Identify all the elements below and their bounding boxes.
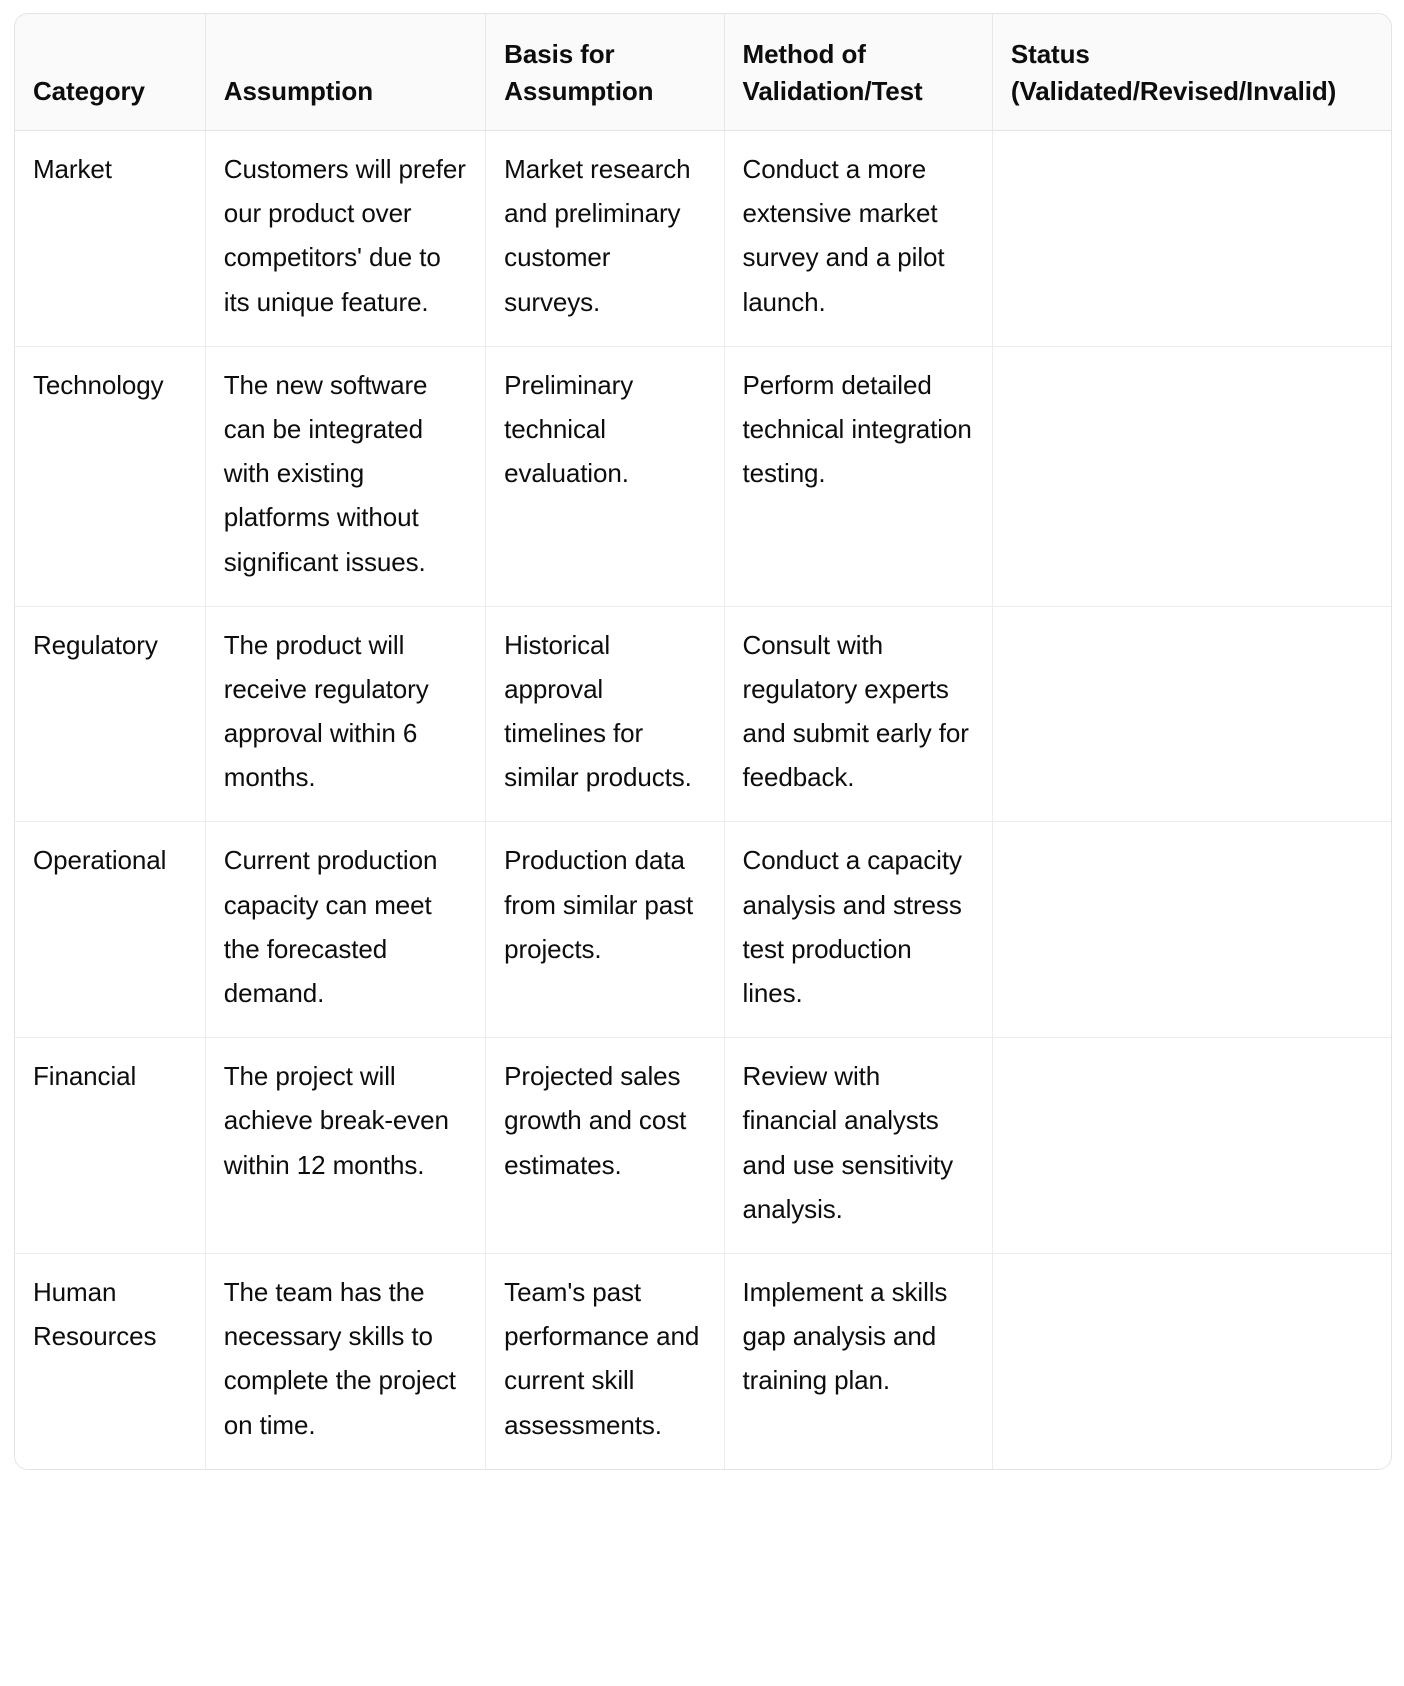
cell-method: Conduct a more extensive market survey and a pilot launch. bbox=[724, 131, 992, 347]
cell-basis: Production data from similar past projects. bbox=[486, 822, 724, 1038]
column-header-category: Category bbox=[15, 14, 205, 131]
table-row bbox=[15, 1038, 1391, 1254]
cell-basis: Preliminary technical evaluation. bbox=[486, 346, 724, 606]
cell-method: Consult with regulatory experts and submit early for feedback. bbox=[724, 606, 992, 822]
cell-category: Regulatory bbox=[15, 606, 205, 822]
cell-assumption: The new software can be integrated with existing platforms without significant issues. bbox=[205, 346, 485, 606]
assumptions-table-container bbox=[14, 13, 1392, 1470]
table-body bbox=[15, 131, 1391, 1469]
cell-method: Review with financial analysts and use sensitivity analysis. bbox=[724, 1038, 992, 1254]
assumptions-table bbox=[15, 14, 1391, 1469]
cell-basis: Market research and preliminary customer surveys. bbox=[486, 131, 724, 347]
cell-category: Technology bbox=[15, 346, 205, 606]
cell-status[interactable] bbox=[992, 1038, 1391, 1254]
cell-status[interactable] bbox=[992, 346, 1391, 606]
cell-assumption: Current production capacity can meet the forecasted demand. bbox=[205, 822, 485, 1038]
cell-basis: Team's past performance and current skill assessments. bbox=[486, 1253, 724, 1468]
cell-category: Market bbox=[15, 131, 205, 347]
column-header-basis: Basis for Assumption bbox=[486, 14, 724, 131]
cell-assumption: The team has the necessary skills to complete the project on time. bbox=[205, 1253, 485, 1468]
cell-status[interactable] bbox=[992, 131, 1391, 347]
cell-category: Human Resources bbox=[15, 1253, 205, 1468]
cell-basis: Projected sales growth and cost estimates. bbox=[486, 1038, 724, 1254]
table-row bbox=[15, 606, 1391, 822]
table-header bbox=[15, 14, 1391, 131]
cell-assumption: The project will achieve break-even within 12 months. bbox=[205, 1038, 485, 1254]
cell-category: Operational bbox=[15, 822, 205, 1038]
cell-method: Implement a skills gap analysis and training plan. bbox=[724, 1253, 992, 1468]
table-row bbox=[15, 1253, 1391, 1468]
column-header-method: Method of Validation/Test bbox=[724, 14, 992, 131]
cell-status[interactable] bbox=[992, 606, 1391, 822]
table-row bbox=[15, 346, 1391, 606]
cell-method: Perform detailed technical integration testing. bbox=[724, 346, 992, 606]
table-header-row bbox=[15, 14, 1391, 131]
table-row bbox=[15, 822, 1391, 1038]
cell-status[interactable] bbox=[992, 1253, 1391, 1468]
cell-assumption: Customers will prefer our product over competitors' due to its unique feature. bbox=[205, 131, 485, 347]
cell-method: Conduct a capacity analysis and stress test production lines. bbox=[724, 822, 992, 1038]
column-header-assumption: Assumption bbox=[205, 14, 485, 131]
cell-basis: Historical approval timelines for similar products. bbox=[486, 606, 724, 822]
table-row bbox=[15, 131, 1391, 347]
cell-assumption: The product will receive regulatory approval within 6 months. bbox=[205, 606, 485, 822]
cell-category: Financial bbox=[15, 1038, 205, 1254]
cell-status[interactable] bbox=[992, 822, 1391, 1038]
column-header-status: Status (Validated/Revised/Invalid) bbox=[992, 14, 1391, 131]
